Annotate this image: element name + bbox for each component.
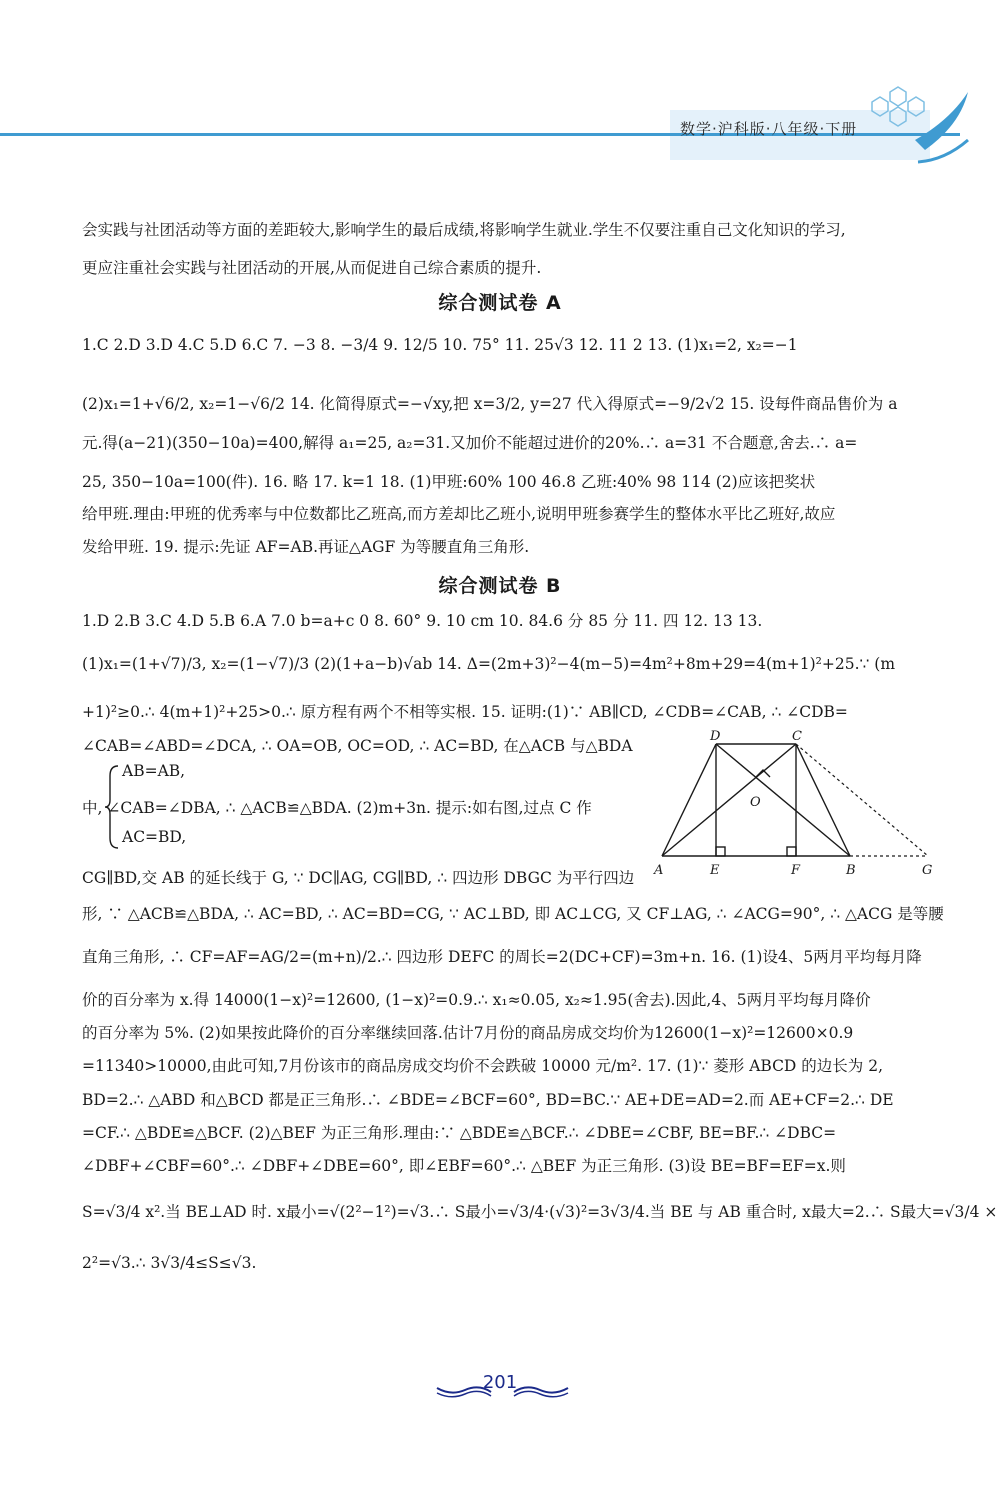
section-b-line-15: S=√3/4 x².当 BE⊥AD 时. x最小=√(2²−1²)=√3.∴ S最小=√3/4·(√3)²=3√3/4.当 BE 与 AB 重合时, x最大=2.∴ S最大=√3/4 × xyxy=(82,1203,998,1221)
intro-line-2: 更应注重社会实践与社团活动的开展,从而促进自己综合素质的提升. xyxy=(82,259,542,277)
system-row-3: AC=BD, xyxy=(122,828,187,846)
section-b-line-12: BD=2.∴ △ABD 和△BCD 都是正三角形.∴ ∠BDE=∠BCF=60°, BD=BC.∵ AE+DE=AD=2.而 AE+CF=2.∴ DE xyxy=(82,1091,894,1109)
section-b-line-3: +1)²≥0.∴ 4(m+1)²+25>0.∴ 原方程有两个不相等实根. 15. 证明:(1)∵ AB∥CD, ∠CDB=∠CAB, ∴ ∠CDB= xyxy=(82,703,848,721)
section-b-line-8: 直角三角形, ∴ CF=AF=AG/2=(m+n)/2.∴ 四边形 DEFC 的周长=2(DC+CF)=3m+n. 16. (1)设4、5两月平均每月降 xyxy=(82,948,922,966)
section-b-title: 综合测试卷 B xyxy=(438,575,562,597)
section-b-line-7: 形, ∵ △ACB≌△BDA, ∴ AC=BD, ∴ AC=BD=CG, ∵ AC⊥BD, 即 AC⊥CG, 又 CF⊥AG, ∴ ∠ACG=90°, ∴ △ACG 是等腰 xyxy=(82,905,944,923)
system-row-1: AB=AB, xyxy=(122,762,186,780)
label-a: A xyxy=(654,863,664,878)
section-a-title: 综合测试卷 A xyxy=(438,292,562,314)
section-b-line-13: =CF.∴ △BDE≌△BCF. (2)△BEF 为正三角形.理由:∵ △BDE≌△BCF.∴ ∠DBE=∠CBF, BE=BF.∴ ∠DBC= xyxy=(82,1124,837,1142)
trapezoid-diagram xyxy=(650,728,940,888)
section-b-line-1: 1.D 2.B 3.C 4.D 5.B 6.A 7.0 b=a+c 0 8. 60° 9. 10 cm 10. 84.6 分 85 分 11. 四 12. 13 13. xyxy=(82,612,763,630)
header-title: 数学·沪科版·八年级·下册 xyxy=(680,120,858,138)
label-o: O xyxy=(750,795,761,810)
label-f: F xyxy=(791,863,801,878)
label-e: E xyxy=(710,863,720,878)
section-b-line-2: (1)x₁=(1+√7)/3, x₂=(1−√7)/3 (2)(1+a−b)√ab 14. Δ=(2m+3)²−4(m−5)=4m²+8m+29=4(m+1)²+25.∵ (m xyxy=(82,655,896,673)
section-b-line-6: CG∥BD,交 AB 的延长线于 G, ∵ DC∥AG, CG∥BD, ∴ 四边形 DBGC 为平行四边 xyxy=(82,869,635,887)
label-g: G xyxy=(922,863,933,878)
label-c: C xyxy=(792,729,802,744)
header-decoration xyxy=(0,0,1000,180)
section-a-line-2: (2)x₁=1+√6/2, x₂=1−√6/2 14. 化简得原式=−√xy,把 x=3/2, y=27 代入得原式=−9/2√2 15. 设每件商品售价为 a xyxy=(82,395,898,413)
section-b-line-4: ∠CAB=∠ABD=∠DCA, ∴ OA=OB, OC=OD, ∴ AC=BD, 在△ACB 与△BDA xyxy=(82,737,633,755)
label-d: D xyxy=(710,729,721,744)
intro-line-1: 会实践与社团活动等方面的差距较大,影响学生的最后成绩,将影响学生就业.学生不仅要注重自己文化知识的学习, xyxy=(82,221,846,239)
section-b-line-16: 2²=√3.∴ 3√3/4≤S≤√3. xyxy=(82,1254,257,1272)
section-b-line-10: 的百分率为 5%. (2)如果按此降价的百分率继续回落.估计7月份的商品房成交均价为12600(1−x)²=12600×0.9 xyxy=(82,1024,854,1042)
equation-system xyxy=(82,760,652,852)
section-a-line-3: 元.得(a−21)(350−10a)=400,解得 a₁=25, a₂=31.又加价不能超过进价的20%.∴ a=31 不合题意,舍去.∴ a= xyxy=(82,434,858,452)
page-number: 201 xyxy=(482,1372,518,1393)
section-b-line-9: 价的百分率为 x.得 14000(1−x)²=12600, (1−x)²=0.9.∴ x₁≈0.05, x₂≈1.95(舍去).因此,4、5两月平均每月降价 xyxy=(82,991,871,1009)
section-b-line-14: ∠DBF+∠CBF=60°.∴ ∠DBF+∠DBE=60°, 即∠EBF=60°.∴ △BEF 为正三角形. (3)设 BE=BF=EF=x.则 xyxy=(82,1157,846,1175)
page-header xyxy=(0,0,1000,180)
section-b-line-11: =11340>10000,由此可知,7月份该市的商品房成交均价不会跌破 10000 元/m². 17. (1)∵ 菱形 ABCD 的边长为 2, xyxy=(82,1057,884,1075)
system-row-2: 中, ∠CAB=∠DBA, ∴ △ACB≌△BDA. (2)m+3n. 提示:如右图,过点 C 作 xyxy=(82,799,592,817)
section-a-line-1: 1.C 2.D 3.D 4.C 5.D 6.C 7. −3 8. −3/4 9. 12/5 10. 75° 11. 25√3 12. 11 2 13. (1)x₁=2, x₂=−1 xyxy=(82,336,798,354)
section-a-line-6: 发给甲班. 19. 提示:先证 AF=AB.再证△AGF 为等腰直角三角形. xyxy=(82,538,530,556)
section-a-line-4: 25, 350−10a=100(件). 16. 略 17. k=1 18. (1)甲班:60% 100 46.8 乙班:40% 98 114 (2)应该把奖状 xyxy=(82,473,816,491)
right-wave-icon xyxy=(512,1382,570,1398)
label-b: B xyxy=(846,863,856,878)
section-a-line-5: 给甲班.理由:甲班的优秀率与中位数都比乙班高,而方差却比乙班小,说明甲班参赛学生的整体水平比乙班好,故应 xyxy=(82,505,836,523)
trapezoid-figure xyxy=(650,728,940,888)
